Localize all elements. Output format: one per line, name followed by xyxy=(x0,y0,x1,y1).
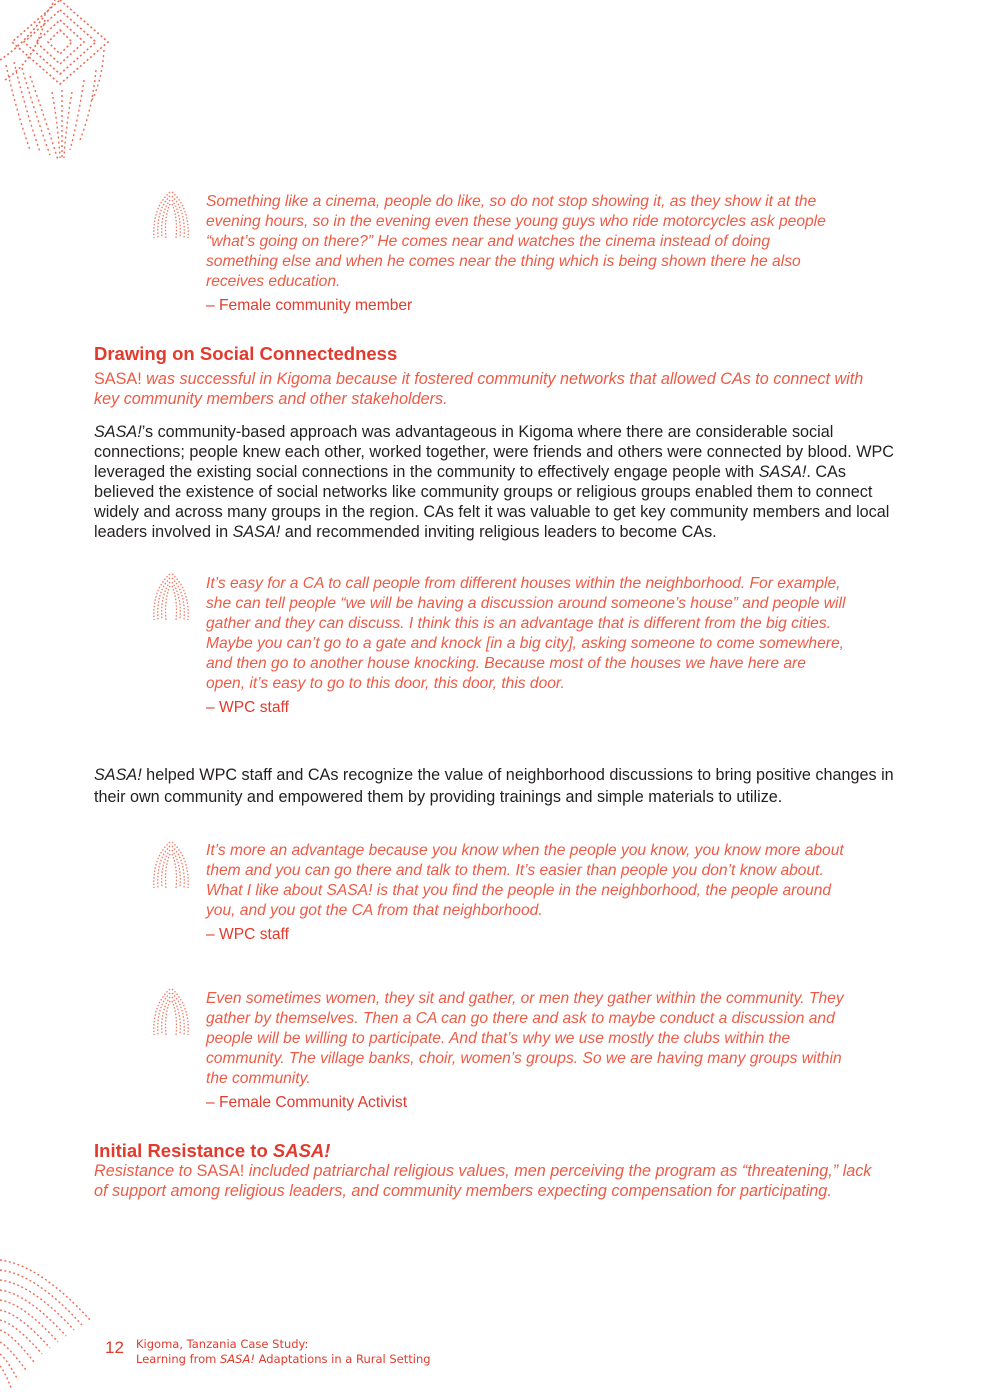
sasa-label: SASA! xyxy=(758,463,807,481)
quote-block xyxy=(206,989,846,1113)
section-heading: Drawing on Social Connectedness xyxy=(94,343,398,364)
para-text: ’s community-based approach was advantageous in Kigoma where there are considerable social connections; people knew each other, worked together, were friends and others were connected by blood. WPC leveraged the existing social connections in the community to effectively engage people with xyxy=(94,423,894,481)
woven-diamond-pattern xyxy=(0,0,115,165)
quote-attribution: – Female Community Activist xyxy=(206,1094,408,1111)
quote-attribution: – WPC staff xyxy=(206,926,289,943)
woven-leaf-icon xyxy=(148,987,194,1039)
footer-line-part: Learning from xyxy=(136,1352,220,1366)
quote-block xyxy=(206,192,846,316)
para-text: and recommended inviting religious leaders to become CAs. xyxy=(280,523,717,541)
woven-leaf-icon xyxy=(148,190,194,242)
para-text: helped WPC staff and CAs recognize the value of neighborhood discussions to bring positive changes in their own community and empowered them by providing trainings and simple materials to utilize. xyxy=(94,766,894,806)
body-paragraph xyxy=(94,422,894,542)
footer-title xyxy=(136,1337,431,1367)
wave-lines-pattern xyxy=(0,1250,100,1400)
quote-attribution: – WPC staff xyxy=(206,699,289,716)
body-paragraph xyxy=(94,764,894,808)
section-lead xyxy=(94,369,884,409)
quote-text: Something like a cinema, people do like, so do not stop showing it, as they show it at the evening hours, so in the evening even these young guys who ride motorcycles ask people “what’s going on there?” He comes near and watches the cinema instead of doing something else and when he comes near the thing which is being shown there he also receives education. xyxy=(206,193,826,290)
sasa-label: SASA! xyxy=(220,1352,255,1366)
quote-block xyxy=(206,841,846,945)
quote-attribution: – Female community member xyxy=(206,297,413,314)
sasa-label: SASA! xyxy=(232,523,281,541)
para-text: . CAs believed the existence of social networks like community groups or religious groups enabled them to connect widely and across many groups in the region. CAs felt it was valuable to get key community members and local leaders involved in xyxy=(94,463,890,541)
quote-text: Even sometimes women, they sit and gather, or men they gather within the community. They gather by themselves. Then a CA can go there and ask to maybe conduct a discussion and people will be willing to participate. And that’s why we use mostly the clubs within the community. The village banks, choir, women’s groups. So we are having many groups within the community. xyxy=(206,990,844,1087)
sasa-label: SASA! xyxy=(196,1162,245,1180)
footer-line-part: Adaptations in a Rural Setting xyxy=(254,1352,431,1366)
sasa-label: SASA! xyxy=(94,370,142,388)
page-number: 12 xyxy=(105,1338,124,1357)
sasa-label: SASA! xyxy=(272,1140,331,1161)
lead-text: included patriarchal religious values, men perceiving the program as “threatening,” lack of support among religious leaders, and community members expecting compensation for participating. xyxy=(94,1162,872,1200)
sasa-label: SASA! xyxy=(94,766,142,784)
lead-text: was successful in Kigoma because it fostered community networks that allowed CAs to connect with key community members and other stakeholders. xyxy=(94,370,864,408)
footer-line: Kigoma, Tanzania Case Study: xyxy=(136,1337,309,1351)
section-lead xyxy=(94,1161,884,1201)
heading-text: Initial Resistance to xyxy=(94,1140,273,1161)
sasa-label: SASA! xyxy=(94,423,142,441)
woven-leaf-icon xyxy=(148,840,194,892)
quote-text: It’s easy for a CA to call people from different houses within the neighborhood. For example, she can tell people “we will be having a discussion around someone’s house” and people will gather and they can discuss. I think this is an advantage that is different from the big cities. Maybe you can’t go to a gate and knock [in a big city], asking someone to come somewhere, and then go to another house knocking. Because most of the houses we have here are open, it’s easy to go to this door, this door, this door. xyxy=(206,575,846,692)
quote-block xyxy=(206,574,846,718)
footer-line xyxy=(136,1352,431,1367)
woven-leaf-icon xyxy=(148,572,194,624)
lead-text: Resistance to xyxy=(94,1162,197,1180)
quote-text: It’s more an advantage because you know when the people you know, you know more about them and you can go there and talk to them. It’s easier than people you don’t know about. What I like about SASA! is that you find the people in the neighborhood, the people around you, and you got the CA from that neighborhood. xyxy=(206,842,844,919)
section-heading xyxy=(94,1140,330,1162)
